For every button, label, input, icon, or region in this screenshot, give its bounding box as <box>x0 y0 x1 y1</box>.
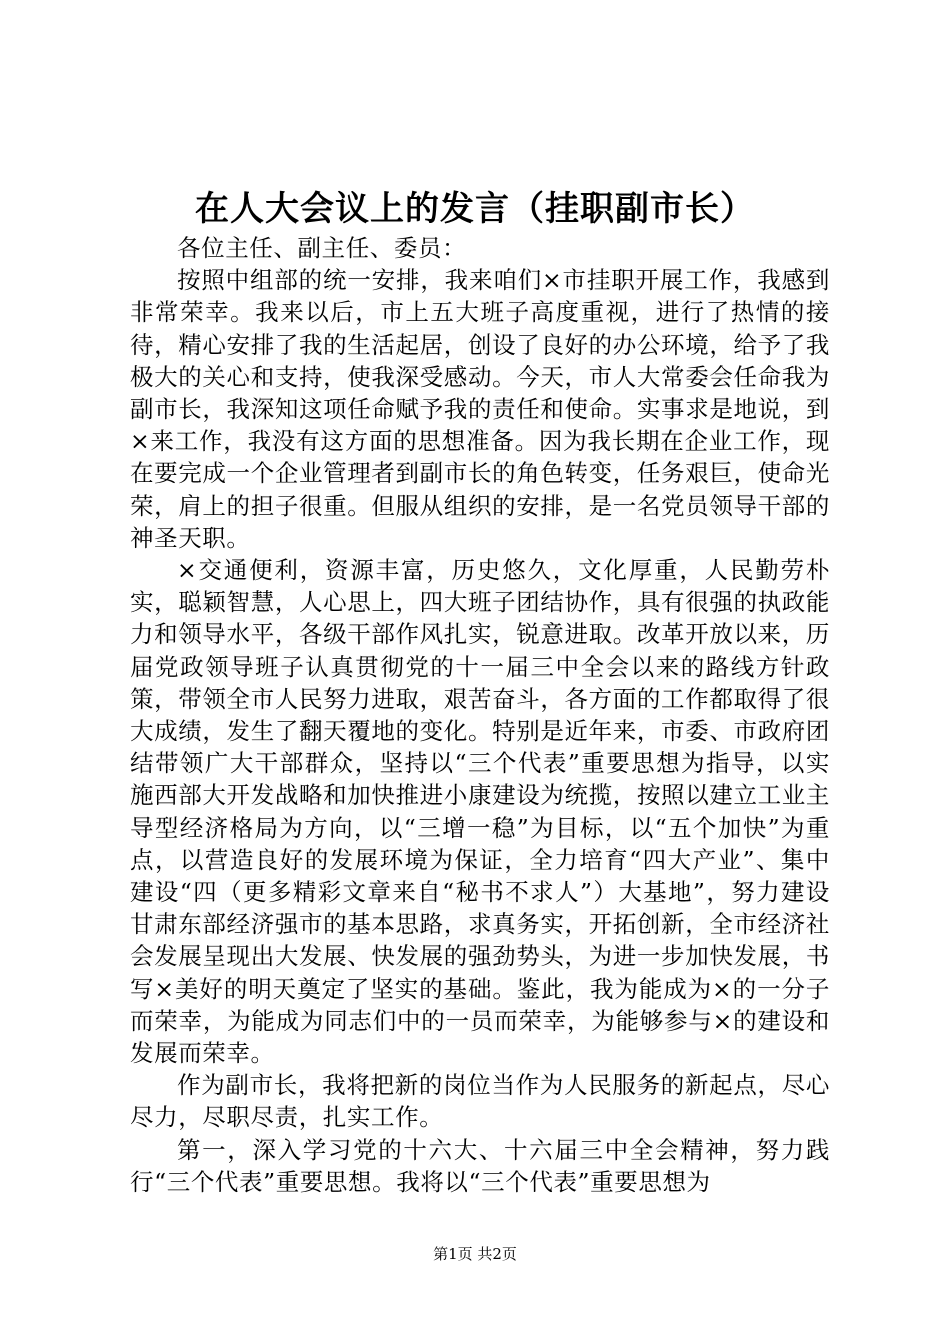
body-paragraph: 按照中组部的统一安排，我来咱们×市挂职开展工作，我感到非常荣幸。我来以后，市上五大班子高度重视，进行了热情的接待，精心安排了我的生活起居，创设了良好的办公环境，给予了我极大的关心和支持，使我深受感动。今天，市人大常委会任命我为副市长，我深知这项任命赋予我的责任和使命。实事求是地说，到×来工作，我没有这方面的思想准备。因为我长期在企业工作，现在要完成一个企业管理者到副市长的角色转变，任务艰巨，使命光荣，肩上的担子很重。但服从组织的安排，是一名党员领导干部的神圣天职。 <box>130 266 830 552</box>
page-number: 第1页 共2页 <box>433 1245 517 1263</box>
salutation-paragraph: 各位主任、副主任、委员： <box>177 234 467 262</box>
body-paragraph: 作为副市长，我将把新的岗位当作为人民服务的新起点，尽心尽力，尽职尽责，扎实工作。 <box>130 1071 830 1132</box>
body-paragraph: 第一，深入学习党的十六大、十六届三中全会精神，努力践行“三个代表”重要思想。我将以“三个代表”重要思想为 <box>130 1135 830 1196</box>
document-body <box>130 232 830 1198</box>
document-title: 在人大会议上的发言（挂职副市长） <box>195 189 755 229</box>
body-paragraph: ×交通便利，资源丰富，历史悠久，文化厚重，人民勤劳朴实，聪颖智慧，人心思上，四大班子团结协作，具有很强的执政能力和领导水平，各级干部作风扎实，锐意进取。改革开放以来，历届党政领导班子认真贯彻党的十一届三中全会以来的路线方针政策，带领全市人民努力进取，艰苦奋斗，各方面的工作都取得了很大成绩，发生了翻天覆地的变化。特别是近年来，市委、市政府团结带领广大干部群众，坚持以“三个代表”重要思想为指导，以实施西部大开发战略和加快推进小康建设为统揽，按照以建立工业主导型经济格局为方向，以“三增一稳”为目标，以“五个加快”为重点，以营造良好的发展环境为保证，全力培育“四大产业”、集中建设“四（更多精彩文章来自“秘书不求人”）大基地”，努力建设甘肃东部经济强市的基本思路，求真务实，开拓创新，全市经济社会发展呈现出大发展、快发展的强劲势头，为进一步加快发展，书写×美好的明天奠定了坚实的基础。鉴此，我为能成为×的一分子而荣幸，为能成为同志们中的一员而荣幸，为能够参与×的建设和发展而荣幸。 <box>130 556 830 1068</box>
